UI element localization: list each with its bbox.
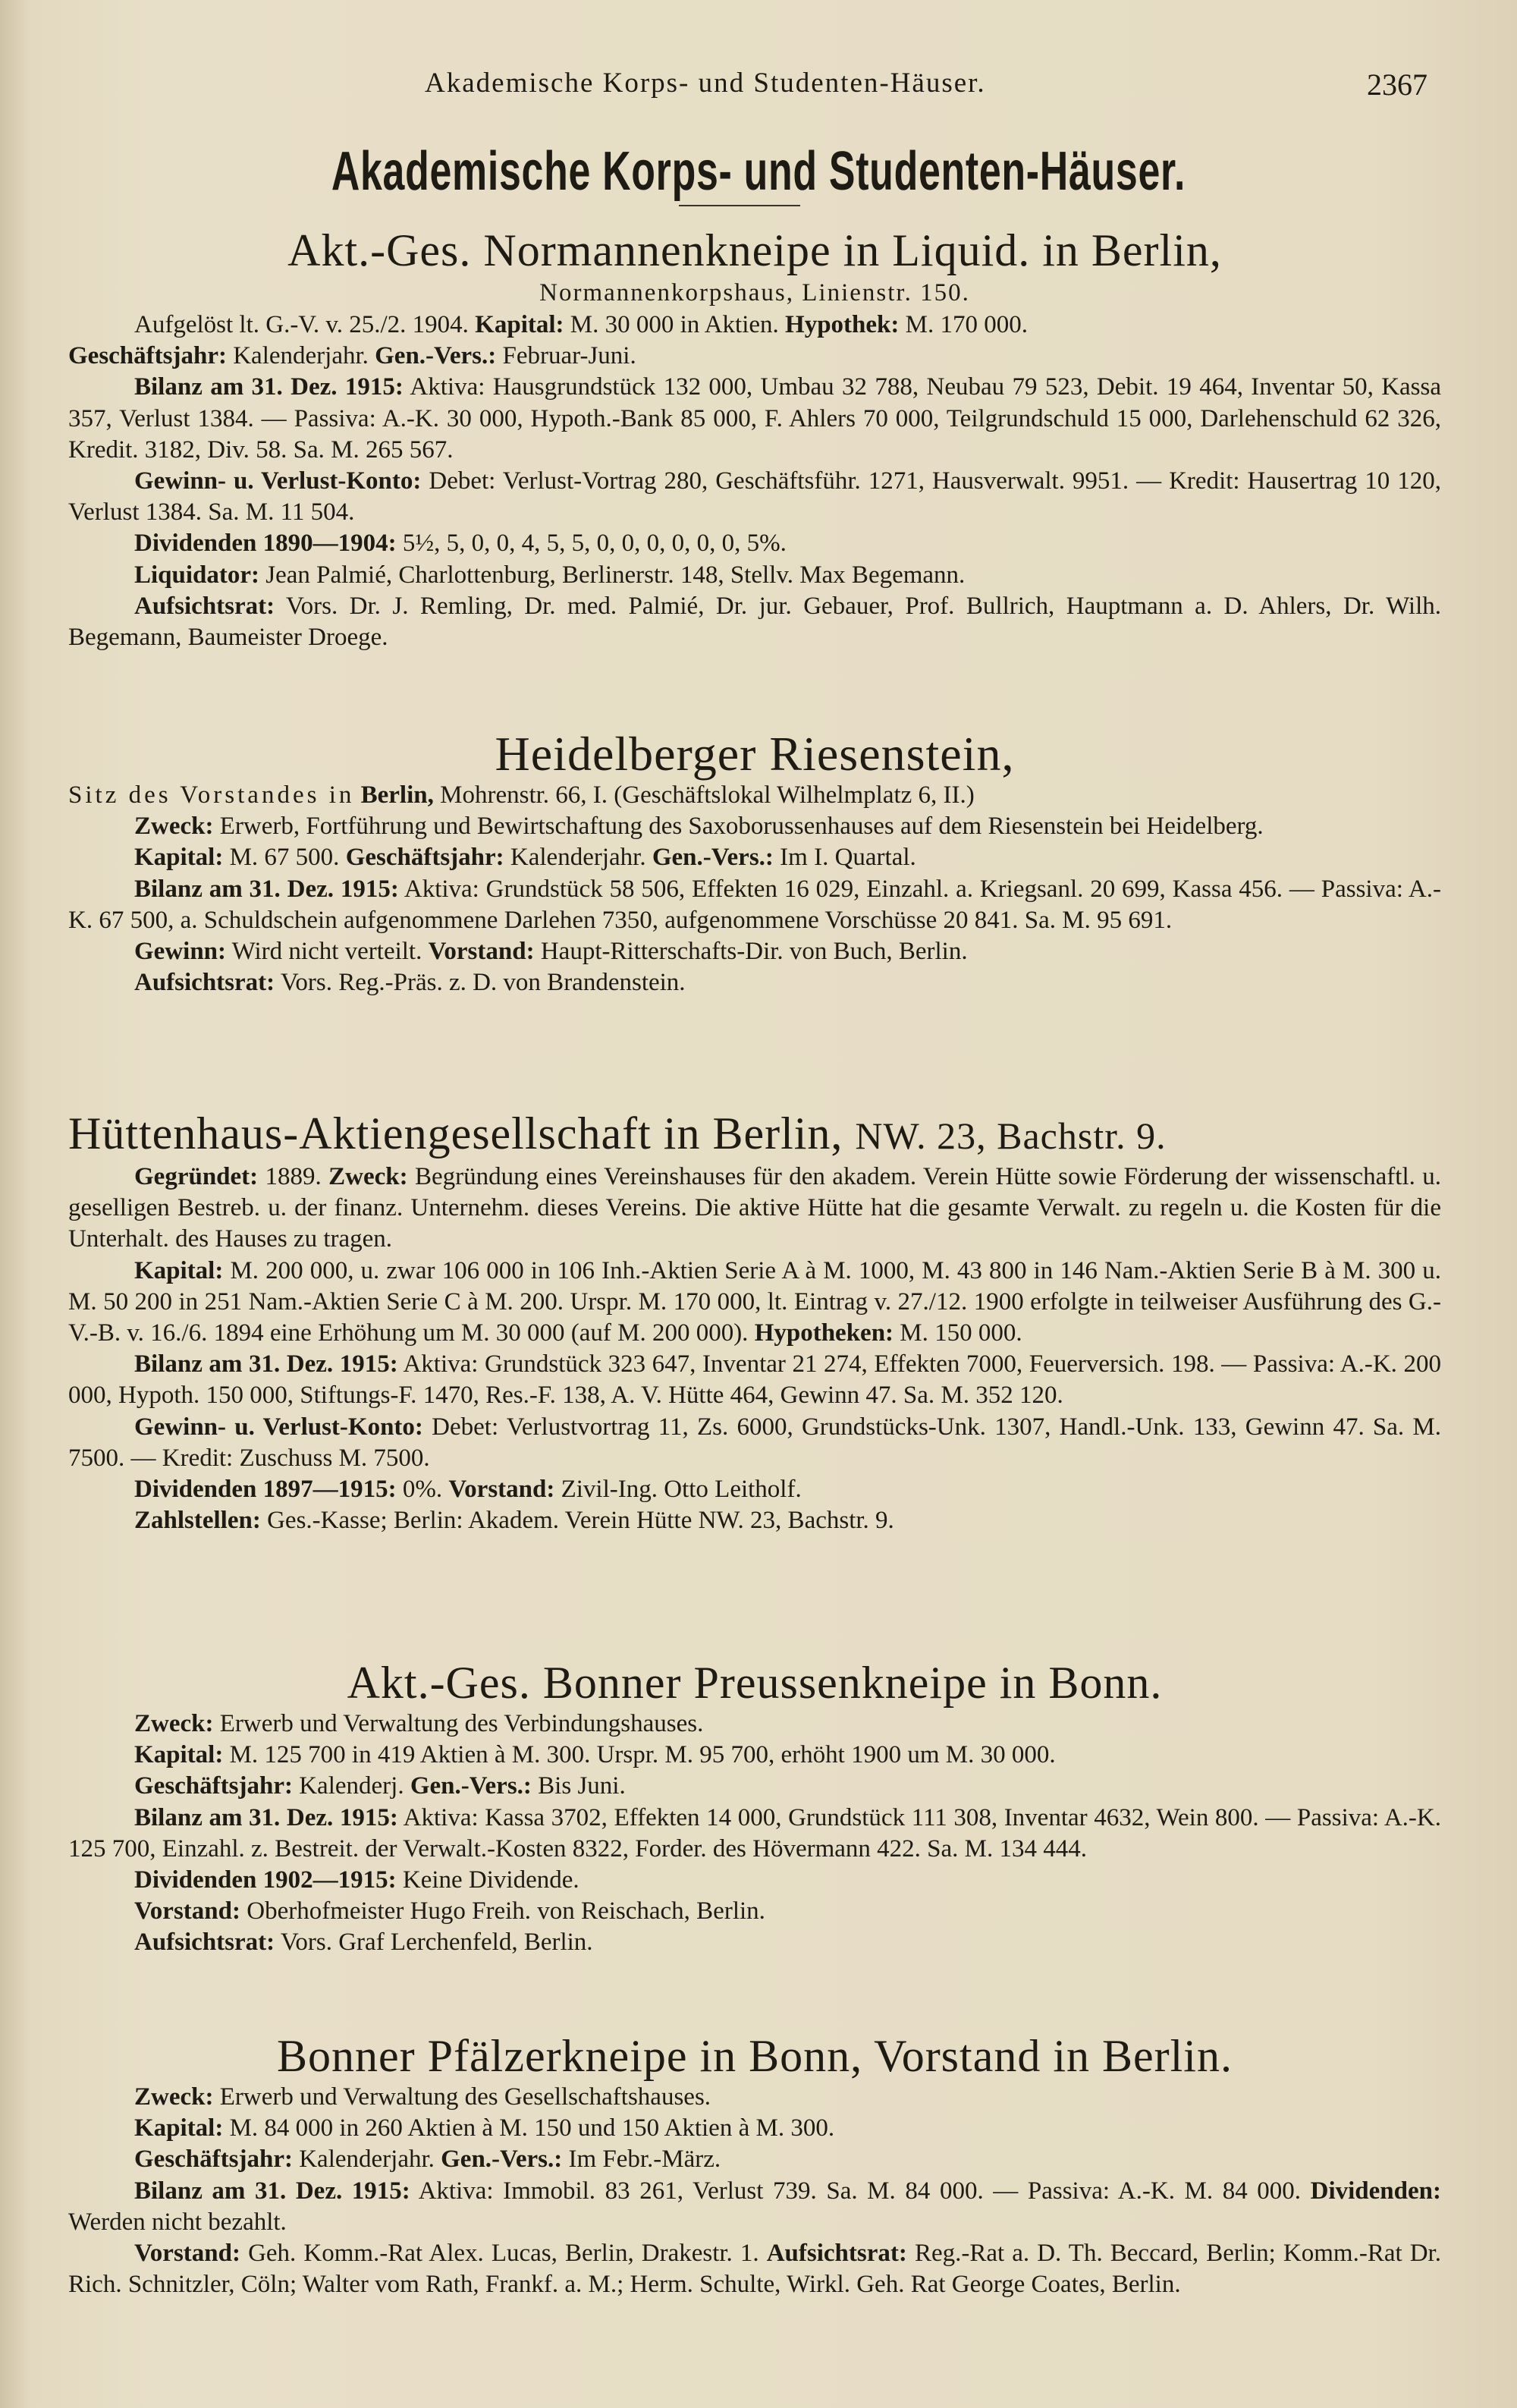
line-text: Erwerb und Verwaltung des Verbindungshauses. [219, 1710, 704, 1737]
entry-line [68, 874, 1441, 936]
line-text: Aktiva: Kassa 3702, Effekten 14 000, Grundstück 111 308, Inventar 4632, Wein 800. — Passiva: A.-K. 125 700, Einzahl. z. Bestreit. der Verwalt.-Kosten 8322, Forder. des Hövermann 422. Sa. M. 134 444. [68, 1803, 1441, 1863]
line-label: Kapital: [134, 2114, 224, 2142]
entry-title: Heidelberger Riesenstein, [495, 727, 1015, 781]
entry-line [68, 528, 1441, 559]
line-label: Dividenden 1902—1915: [134, 1866, 397, 1894]
line-label: Gewinn- u. Verlust-Konto: [134, 1413, 423, 1441]
line-text: Aktiva: Immobil. 83 261, Verlust 739. Sa. M. 84 000. — Passiva: A.-K. M. 84 000. [418, 2177, 1302, 2205]
entry-line [68, 1256, 1441, 1350]
line-text: Erwerb, Fortführung und Bewirtschaftung des Saxoborussenhauses auf dem Riesenstein bei Heidelberg. [219, 813, 1264, 841]
line-label: Dividenden: [1310, 2177, 1442, 2205]
entry-bonner-preussenkneipe [68, 1657, 1441, 1959]
running-head [0, 67, 1517, 112]
line-text: Bis Juni. [538, 1772, 626, 1800]
line-text: Kalenderjahr. [510, 844, 646, 872]
line-text: Aufgelöst lt. G.-V. v. 25./2. 1904. [134, 311, 469, 338]
entry-title: Akt.-Ges. Normannenkneipe in Liquid. in Berlin, [287, 225, 1222, 275]
line-label: Kapital: [134, 1741, 224, 1769]
line-text: Vors. Reg.-Präs. z. D. von Brandenstein. [280, 969, 686, 997]
entry-title: Akt.-Ges. Bonner Preussenkneipe in Bonn. [347, 1658, 1163, 1708]
line-text: M. 84 000 in 260 Aktien à M. 150 und 150 Aktien à M. 300. [229, 2114, 835, 2142]
line-text: Aktiva: Grundstück 323 647, Inventar 21 274, Effekten 7000, Feuerversich. 198. — Passiva: A.-K. 200 000, Hypoth. 150 000, Stiftungs-F. 1470, Res.-F. 138, A. V. Hütte 464, Gewinn 47. Sa. M. 352 120. [68, 1350, 1441, 1410]
line-label: Geschäftsjahr: [134, 1772, 293, 1800]
entry-line [68, 1474, 1441, 1505]
entry-line [68, 1505, 1441, 1536]
line-label: Dividenden 1897—1915: [134, 1476, 397, 1504]
heading-rule [679, 205, 800, 206]
entry-normannenkneipe [68, 225, 1441, 653]
page-number: 2367 [1367, 68, 1427, 102]
line-text: Wird nicht verteilt. [231, 938, 422, 966]
line-label: Gen.-Vers.: [652, 844, 774, 872]
line-text: Vors. Dr. J. Remling, Dr. med. Palmié, Dr. jur. Gebauer, Prof. Bullrich, Hauptmann a. D. Ahlers, Dr. Wilh. Begemann, Baumeister Droege. [68, 592, 1441, 652]
entry-line [68, 341, 1441, 372]
line-label: Hypotheken: [754, 1319, 894, 1347]
line-label: Aufsichtsrat: [134, 1929, 275, 1957]
line-text: Aktiva: Hausgrundstück 132 000, Umbau 32 788, Neubau 79 523, Debit. 19 464, Inventar 50, Kassa 357, Verlust 1384. — Passiva: A.-K. 30 000, Hypoth.-Bank 85 000, F. Ahlers 70 000, Teilgrundschuld 15 000, Darlehenschuld 62 326, Kredit. 3182, Div. 58. Sa. M. 265 567. [68, 373, 1442, 464]
line-label: Aufsichtsrat: [134, 592, 275, 620]
entry-title-address: NW. 23, Bachstr. 9. [855, 1114, 1167, 1157]
line-label: Aufsichtsrat: [134, 969, 275, 997]
entry-line [68, 1740, 1441, 1771]
line-text: Debet: Verlustvortrag 11, Zs. 6000, Grundstücks-Unk. 1307, Handl.-Unk. 133, Gewinn 47. Sa. M. 7500. — Kredit: Zuschuss M. 7500. [68, 1413, 1441, 1472]
line-text: Ges.-Kasse; Berlin: Akadem. Verein Hütte NW. 23, Bachstr. 9. [267, 1507, 894, 1535]
line-label: Geschäftsjahr: [68, 342, 227, 370]
line-text: Mohrenstr. 66, I. (Geschäftslokal Wilhelmplatz 6, II.) [440, 781, 975, 809]
running-title: Akademische Korps- und Studenten-Häuser. [425, 68, 986, 99]
line-text: M. 125 700 in 419 Aktien à M. 300. Urspr. M. 95 700, erhöht 1900 um M. 30 000. [229, 1741, 1056, 1769]
line-label: Gen.-Vers.: [375, 342, 497, 370]
entry-line [68, 1709, 1441, 1740]
line-label: Gen.-Vers.: [441, 2146, 563, 2174]
entry-bonner-pfaelzerkneipe [68, 2030, 1441, 2300]
line-label: Gewinn: [134, 938, 227, 966]
entry-line [68, 1349, 1441, 1411]
line-label: Gen.-Vers.: [410, 1772, 532, 1800]
line-text: 5½, 5, 0, 0, 4, 5, 5, 0, 0, 0, 0, 0, 0, 5%. [402, 530, 787, 558]
entry-line [68, 466, 1441, 528]
line-label: Dividenden 1890—1904: [134, 530, 397, 558]
line-label: Zweck: [328, 1163, 408, 1190]
line-text: Oberhofmeister Hugo Freih. von Reischach, Berlin. [247, 1897, 765, 1925]
entry-line [68, 1412, 1441, 1474]
entry-title: Bonner Pfälzerkneipe in Bonn, Vorstand in Berlin. [277, 2031, 1233, 2081]
entry-title: Hüttenhaus-Aktiengesellschaft in Berlin, [68, 1108, 843, 1158]
line-label: Vorstand: [134, 1897, 240, 1925]
line-label: Kapital: [134, 1256, 224, 1284]
entry-line [68, 310, 1441, 341]
line-label: Zweck: [134, 2083, 214, 2111]
line-text: M. 67 500. [229, 844, 340, 872]
line-text: Reg.-Rat a. D. Th. Beccard, Berlin; Komm.-Rat Dr. Rich. Schnitzler, Cöln; Walter vom Rath, Frankf. a. M.; Herm. Schulte, Wirkl. Geh. Rat George Coates, Berlin. [68, 2240, 1441, 2299]
entry-line [68, 2176, 1441, 2238]
line-text: Erwerb und Verwaltung des Gesellschaftshauses. [219, 2083, 711, 2111]
line-text: Debet: Verlust-Vortrag 280, Geschäftsführ. 1271, Hausverwalt. 9951. — Kredit: Hausertrag 10 120, Verlust 1384. Sa. M. 11 504. [68, 467, 1441, 527]
entry-line [68, 842, 1441, 873]
line-label: Vorstand: [134, 2240, 240, 2268]
line-text: M. 200 000, u. zwar 106 000 in 106 Inh.-Aktien Serie A à M. 1000, M. 43 800 in 146 Nam.-Aktien Serie B à M. 300 u. M. 50 200 in 251 Nam.-Aktien Serie C à M. 200. Urspr. M. 170 000, lt. Eintrag v. 27./12. 1900 erfolgte in teilweiser Ausführung des G.-V.-B. v. 16./6. 1894 eine Erhöhung um M. 30 000 (auf M. 200 000). [68, 1256, 1442, 1347]
line-text: Im Febr.-März. [568, 2146, 721, 2174]
entry-line [68, 936, 1441, 967]
entry-line [68, 1896, 1441, 1927]
line-label: Geschäftsjahr: [345, 844, 504, 872]
line-text: Geh. Komm.-Rat Alex. Lucas, Berlin, Drakestr. 1. [248, 2240, 759, 2268]
line-label: Berlin, [360, 781, 434, 809]
line-text: M. 30 000 in Aktien. [570, 311, 779, 338]
entry-line [68, 967, 1441, 998]
line-text: Haupt-Ritterschafts-Dir. von Buch, Berlin. [540, 938, 968, 966]
line-text: Vors. Graf Lerchenfeld, Berlin. [280, 1929, 593, 1957]
entry-line [68, 1865, 1441, 1896]
line-label: Vorstand: [448, 1476, 555, 1504]
line-label: Bilanz am 31. Dez. 1915: [134, 1350, 398, 1378]
line-text: Begründung eines Vereinshauses für den akadem. Verein Hütte sowie Förderung der wissenschaftl. u. geselligen Bestreb. u. der finanz. Unternehm. dieses Vereins. Die aktive Hütte hat die gesamte Verwalt. zu regeln u. die Kosten für die Unterhalt. des Hauses zu tragen. [68, 1163, 1442, 1253]
entry-heidelberger-riesenstein [68, 728, 1441, 998]
entry-line [68, 560, 1441, 591]
page-heading: Akademische Korps- und Studenten-Häuser. [331, 141, 1186, 202]
line-label: Bilanz am 31. Dez. 1915: [134, 373, 404, 401]
line-text: M. 150 000. [900, 1319, 1022, 1347]
line-text: Kalenderjahr. [233, 342, 369, 370]
line-label: Aufsichtsrat: [766, 2240, 907, 2268]
entry-line [68, 2238, 1441, 2300]
entry-huettenhaus [68, 1108, 1441, 1536]
line-text: Februar-Juni. [502, 342, 636, 370]
line-text: Aktiva: Grundstück 58 506, Effekten 16 029, Einzahl. a. Kriegsanl. 20 699, Kassa 456. — Passiva: A.-K. 67 500, a. Schuldschein aufgenommene Darlehen 7350, aufgenommene Vorschüsse 20 841. Sa. M. 95 691. [68, 875, 1441, 934]
line-label: Zweck: [134, 1710, 214, 1737]
line-label: Hypothek: [785, 311, 900, 338]
line-label: Zahlstellen: [134, 1507, 261, 1535]
entry-line [68, 1162, 1441, 1256]
entry-line [68, 1927, 1441, 1958]
line-text: Im I. Quartal. [780, 844, 916, 872]
line-text: Kalenderj. [299, 1772, 404, 1800]
line-text: Kalenderjahr. [299, 2146, 435, 2174]
entry-line [68, 2113, 1441, 2144]
line-text: Jean Palmié, Charlottenburg, Berlinerstr. 148, Stellv. Max Begemann. [265, 561, 966, 589]
line-label: Bilanz am 31. Dez. 1915: [134, 875, 399, 903]
line-label: Gewinn- u. Verlust-Konto: [134, 467, 422, 495]
line-label: Liquidator: [134, 561, 260, 589]
line-text: 0%. [402, 1476, 443, 1504]
line-label: Gegründet: [134, 1163, 259, 1190]
line-label: Zweck: [134, 813, 214, 841]
line-label: Kapital: [475, 311, 564, 338]
line-label: Vorstand: [428, 938, 535, 966]
line-label: Geschäftsjahr: [134, 2146, 293, 2174]
entry-subaddress: Normannenkorpshaus, Linienstr. 150. [539, 279, 970, 307]
entry-line [68, 372, 1441, 466]
line-text: Zivil-Ing. Otto Leitholf. [561, 1476, 802, 1504]
entry-line [68, 811, 1441, 842]
line-text: Werden nicht bezahlt. [68, 2208, 287, 2236]
line-text: Sitz des Vorstandes in [68, 781, 355, 809]
line-text: 1889. [265, 1163, 322, 1190]
entry-line [68, 2082, 1441, 2113]
entry-sitz-line [68, 780, 1441, 811]
line-label: Bilanz am 31. Dez. 1915: [134, 1803, 398, 1831]
line-text: Keine Dividende. [402, 1866, 579, 1894]
line-label: Bilanz am 31. Dez. 1915: [134, 2177, 410, 2205]
entry-line [68, 1803, 1441, 1865]
entry-line [68, 591, 1441, 653]
entry-line [68, 1771, 1441, 1802]
entry-title-row [68, 1108, 1441, 1162]
line-label: Kapital: [134, 844, 224, 872]
entry-line [68, 2144, 1441, 2175]
line-text: M. 170 000. [905, 311, 1028, 338]
